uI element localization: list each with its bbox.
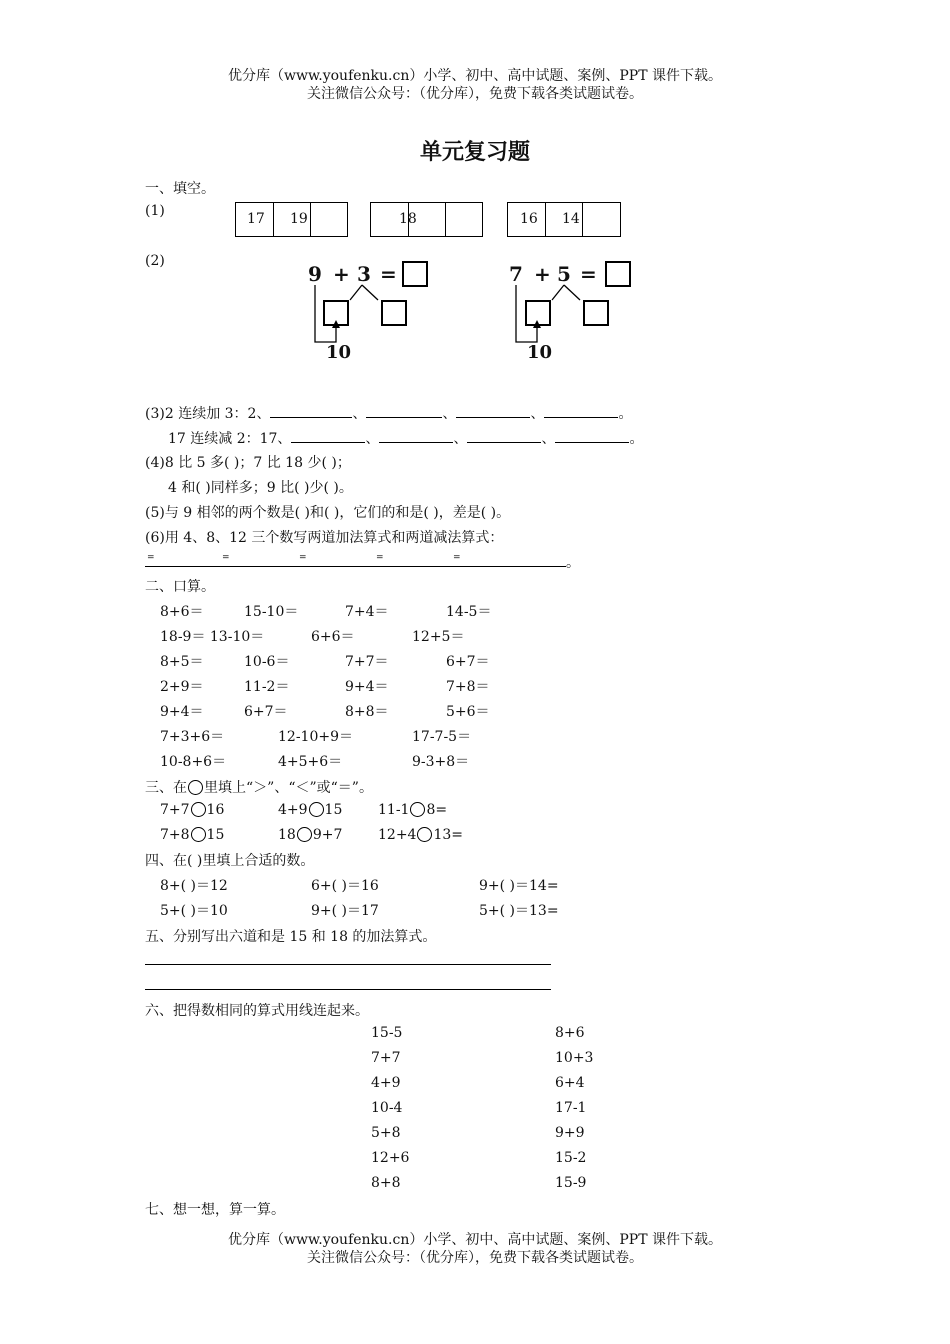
oral-calc: 5+6＝ xyxy=(446,704,490,720)
compare-circle[interactable] xyxy=(297,827,312,842)
compare-item: 7+7 16 xyxy=(160,802,225,818)
diagram-b-left: 7 xyxy=(509,262,523,286)
match-right-item[interactable]: 8+6 xyxy=(555,1025,585,1041)
q4-line-2: 4 和( )同样多；9 比( )少( )。 xyxy=(168,480,353,496)
q3-blank[interactable] xyxy=(366,417,442,418)
section-2-heading: 二、口算。 xyxy=(145,579,215,595)
sequence-box-3-cell-1: 16 xyxy=(520,211,538,227)
sequence-box-1-cell-2: 19 xyxy=(290,211,308,227)
diagram-b-lines xyxy=(500,280,620,370)
diagram-a-ten: 10 xyxy=(326,342,352,363)
oral-calc: 14-5＝ xyxy=(446,604,492,620)
footer-line-1: 优分库（www.youfenku.cn）小学、初中、高中试题、案例、PPT 课件下载。 xyxy=(227,1232,722,1248)
compare-item: 12+4 13= xyxy=(378,827,463,843)
match-right-item[interactable]: 15-9 xyxy=(555,1175,587,1191)
header-line-1: 优分库（www.youfenku.cn）小学、初中、高中试题、案例、PPT 课件下载。 xyxy=(227,68,722,84)
q6-mark: = xyxy=(299,553,307,563)
match-right-item[interactable]: 15-2 xyxy=(555,1150,587,1166)
oral-calc: 17-7-5＝ xyxy=(412,729,472,745)
q3-end: 。 xyxy=(618,406,633,422)
oral-calc: 6+6＝ xyxy=(311,629,355,645)
q6-end: 。 xyxy=(566,555,580,571)
compare-circle[interactable] xyxy=(309,802,324,817)
compare-item: 18 9+7 xyxy=(278,827,343,843)
oral-calc: 4+5+6＝ xyxy=(278,754,343,770)
oral-calc: 6+7＝ xyxy=(244,704,288,720)
q3-line-2 xyxy=(168,428,643,448)
compare-circle[interactable] xyxy=(191,802,206,817)
oral-calc: 18-9＝ 13-10＝ xyxy=(160,629,265,645)
match-left-item[interactable]: 15-5 xyxy=(371,1025,403,1041)
sequence-box-2 xyxy=(370,202,483,237)
match-left-item[interactable]: 12+6 xyxy=(371,1150,410,1166)
diagram-a-right: 3 xyxy=(357,262,371,286)
section-3-heading xyxy=(145,777,373,797)
q3-blank[interactable] xyxy=(467,442,541,443)
q3-blank[interactable] xyxy=(270,417,352,418)
q1-label: (1) xyxy=(145,203,165,219)
q6-mark: = xyxy=(376,553,384,563)
match-left-item[interactable]: 8+8 xyxy=(371,1175,401,1191)
fill-item: 5+( )＝10 xyxy=(160,903,228,919)
oral-calc: 7+8＝ xyxy=(446,679,490,695)
q4-line-1: (4)8 比 5 多( )；7 比 18 少( )； xyxy=(145,455,351,471)
q6-answer-line[interactable] xyxy=(145,566,566,567)
section-5-heading: 五、分别写出六道和是 15 和 18 的加法算式。 xyxy=(145,929,437,945)
q6-mark: = xyxy=(222,553,230,563)
fill-item: 5+( )＝13= xyxy=(479,903,559,919)
q3-blank[interactable] xyxy=(544,417,618,418)
section-3-heading-pre: 三、在 xyxy=(145,780,187,796)
q3-sep: 、 xyxy=(453,431,468,447)
q3-blank[interactable] xyxy=(379,442,453,443)
oral-calc: 8+6＝ xyxy=(160,604,204,620)
q3-end: 。 xyxy=(629,431,644,447)
match-left-item[interactable]: 7+7 xyxy=(371,1050,401,1066)
oral-calc: 15-10＝ xyxy=(244,604,299,620)
oral-calc: 7+4＝ xyxy=(345,604,389,620)
oral-calc: 7+3+6＝ xyxy=(160,729,225,745)
compare-circle[interactable] xyxy=(191,827,206,842)
answer-line[interactable] xyxy=(145,989,551,990)
sequence-box-3 xyxy=(507,202,621,237)
compare-item: 11-1 8= xyxy=(378,802,448,818)
match-left-item[interactable]: 10-4 xyxy=(371,1100,403,1116)
oral-calc: 2+9＝ xyxy=(160,679,204,695)
q6-mark: = xyxy=(453,553,461,563)
diagram-b-plus: + xyxy=(534,262,551,286)
oral-calc: 8+8＝ xyxy=(345,704,389,720)
answer-line[interactable] xyxy=(145,964,551,965)
q3-line-1-text: (3)2 连续加 3：2、 xyxy=(145,406,271,422)
diagram-b-ten: 10 xyxy=(527,342,553,363)
match-left-item[interactable]: 4+9 xyxy=(371,1075,401,1091)
footer-line-2: 关注微信公众号：（优分库），免费下载各类试题试卷。 xyxy=(307,1250,643,1266)
q6-mark: = xyxy=(147,553,155,563)
match-right-item[interactable]: 9+9 xyxy=(555,1125,585,1141)
circle-icon xyxy=(188,780,203,795)
match-right-item[interactable]: 17-1 xyxy=(555,1100,587,1116)
section-3-heading-post: 里填上“＞”、“＜”或“＝”。 xyxy=(204,780,373,796)
q3-line-1 xyxy=(145,403,632,423)
oral-calc: 10-6＝ xyxy=(244,654,290,670)
section-4-heading: 四、在( )里填上合适的数。 xyxy=(145,853,315,869)
oral-calc: 12-10+9＝ xyxy=(278,729,353,745)
q3-blank[interactable] xyxy=(291,442,365,443)
oral-calc: 10-8+6＝ xyxy=(160,754,227,770)
q3-sep: 、 xyxy=(442,406,457,422)
diagram-b-right: 5 xyxy=(557,262,571,286)
section-1-heading: 一、填空。 xyxy=(145,181,215,197)
oral-calc: 12+5＝ xyxy=(412,629,465,645)
section-6-heading: 六、把得数相同的算式用线连起来。 xyxy=(145,1003,369,1019)
oral-calc: 11-2＝ xyxy=(244,679,290,695)
oral-calc: 7+7＝ xyxy=(345,654,389,670)
q3-sep: 、 xyxy=(530,406,545,422)
compare-item: 4+9 15 xyxy=(278,802,343,818)
section-7-heading: 七、想一想，算一算。 xyxy=(145,1202,285,1218)
oral-calc: 9+4＝ xyxy=(345,679,389,695)
oral-calc: 8+5＝ xyxy=(160,654,204,670)
q2-label: (2) xyxy=(145,253,165,269)
oral-calc: 6+7＝ xyxy=(446,654,490,670)
oral-calc: 9+4＝ xyxy=(160,704,204,720)
q3-sep: 、 xyxy=(352,406,367,422)
oral-calc: 9-3+8＝ xyxy=(412,754,470,770)
q3-blank[interactable] xyxy=(456,417,530,418)
match-right-item[interactable]: 10+3 xyxy=(555,1050,594,1066)
compare-circle[interactable] xyxy=(410,802,425,817)
diagram-a-plus: + xyxy=(333,262,350,286)
match-left-item[interactable]: 5+8 xyxy=(371,1125,401,1141)
q6-line: (6)用 4、8、12 三个数写两道加法算式和两道减法算式： xyxy=(145,530,504,546)
q3-sep: 、 xyxy=(541,431,556,447)
diagram-a-equals: = xyxy=(380,262,397,286)
compare-circle[interactable] xyxy=(417,827,432,842)
page-title: 单元复习题 xyxy=(419,139,530,165)
diagram-a-left: 9 xyxy=(308,262,322,286)
q3-line-2-text: 17 连续减 2：17、 xyxy=(168,431,292,447)
header-line-2: 关注微信公众号：（优分库），免费下载各类试题试卷。 xyxy=(307,86,643,102)
sequence-box-1 xyxy=(235,202,348,237)
q3-sep: 、 xyxy=(365,431,380,447)
match-right-item[interactable]: 6+4 xyxy=(555,1075,585,1091)
diagram-b-equals: = xyxy=(580,262,597,286)
sequence-box-2-cell-2: 18 xyxy=(399,211,417,227)
fill-item: 9+( )＝14= xyxy=(479,878,559,894)
compare-item: 7+8 15 xyxy=(160,827,225,843)
fill-item: 8+( )＝12 xyxy=(160,878,228,894)
fill-item: 9+( )＝17 xyxy=(311,903,379,919)
q3-blank[interactable] xyxy=(555,442,629,443)
sequence-box-3-cell-2: 14 xyxy=(562,211,580,227)
sequence-box-1-cell-1: 17 xyxy=(247,211,265,227)
diagram-a-lines xyxy=(300,280,420,370)
fill-item: 6+( )＝16 xyxy=(311,878,379,894)
q5-line: (5)与 9 相邻的两个数是( )和( )，它们的和是( )，差是( )。 xyxy=(145,505,511,521)
